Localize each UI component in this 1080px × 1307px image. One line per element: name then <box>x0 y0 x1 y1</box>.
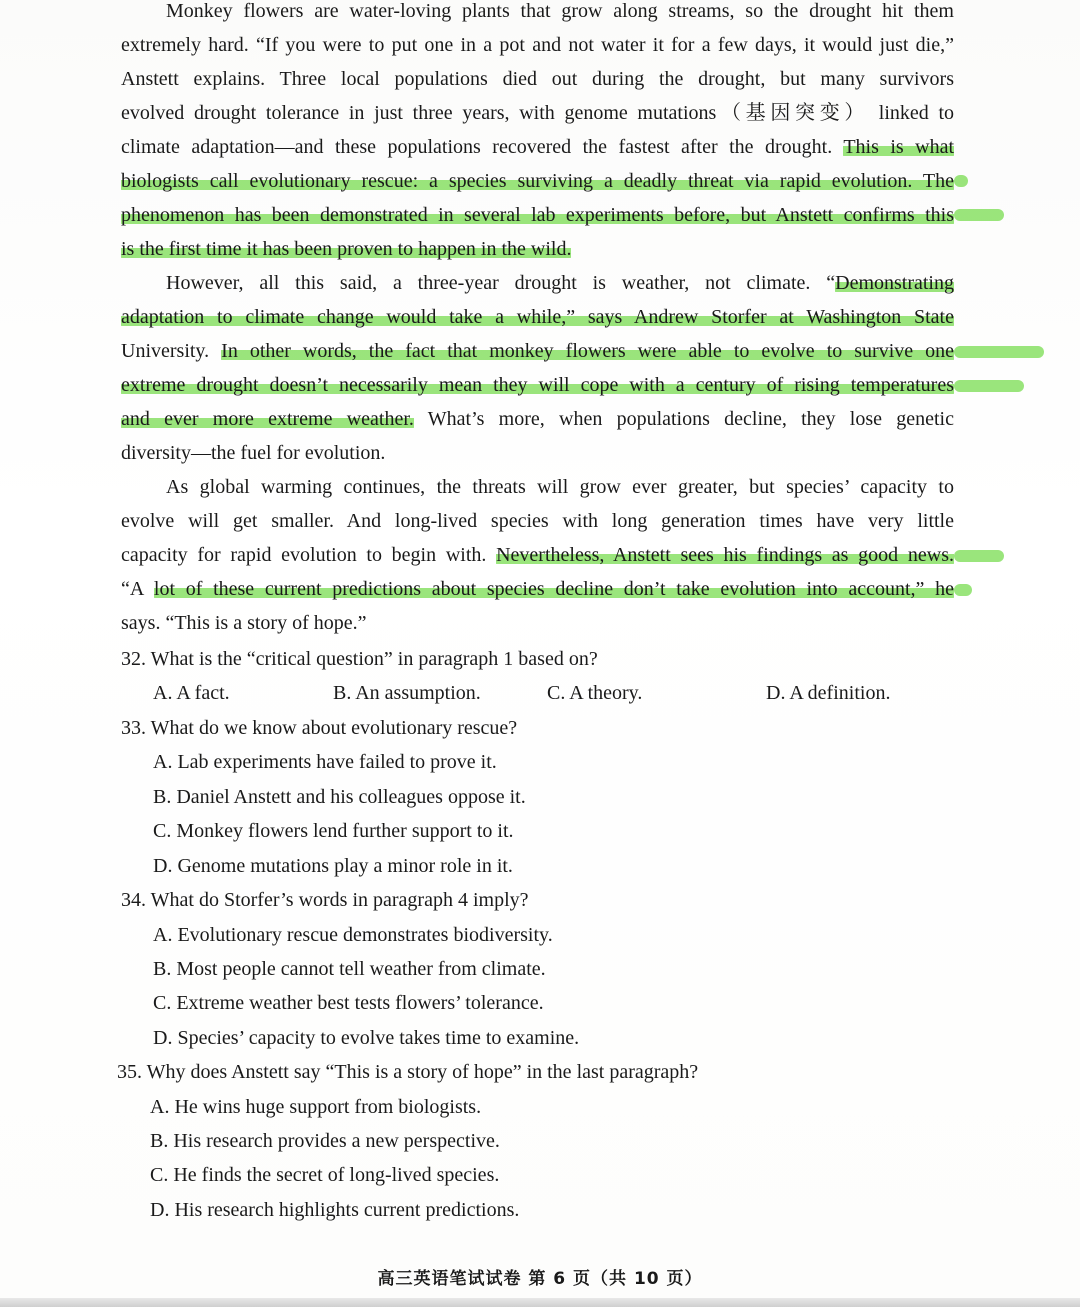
highlighted-text: Nevertheless, Anstett sees his findings as good news. <box>496 544 954 566</box>
passage-line: evolve will get smaller. And long-lived species with long generation times have very little <box>121 510 954 532</box>
passage-line: Monkey flowers are water-loving plants that grow along streams, so the drought hit them <box>166 0 954 22</box>
question-number: 34. <box>121 889 146 911</box>
highlighted-text: This is what <box>843 136 954 158</box>
question-34 <box>121 883 529 917</box>
passage-line <box>121 538 954 572</box>
highlighter-stroke <box>954 584 972 596</box>
passage-line <box>121 198 954 232</box>
option-b: B. An assumption. <box>333 682 481 704</box>
question-stem: Why does Anstett say “This is a story of hope” in the last paragraph? <box>146 1061 699 1083</box>
question-33 <box>121 711 517 745</box>
passage-line <box>121 402 954 436</box>
passage-line: Anstett explains. Three local populations died out during the drought, but many survivors <box>121 68 954 90</box>
passage-line: says. “This is a story of hope.” <box>121 612 367 634</box>
highlighted-text: and ever more extreme weather. <box>121 408 414 430</box>
page-edge <box>0 1298 1080 1307</box>
option-d: D. His research highlights current predictions. <box>150 1199 520 1221</box>
question-stem: What is the “critical question” in paragraph 1 based on? <box>150 648 598 670</box>
passage-text: “A <box>121 578 144 600</box>
question-32 <box>121 642 598 676</box>
passage-text: climate adaptation—and these populations recovered the fastest after the drought. <box>121 136 833 158</box>
option-d: D. A definition. <box>766 682 891 704</box>
question-35 <box>117 1055 698 1089</box>
option-b: B. Most people cannot tell weather from climate. <box>153 958 546 980</box>
option-a: A. Evolutionary rescue demonstrates biodiversity. <box>153 924 553 946</box>
passage-text: capacity for rapid evolution to begin with. <box>121 544 487 566</box>
passage-line: As global warming continues, the threats will grow ever greater, but species’ capacity to <box>166 476 954 498</box>
passage-line: extremely hard. “If you were to put one in a pot and not water it for a few days, it would just die,” <box>121 34 954 56</box>
option-a: A. A fact. <box>153 682 230 704</box>
highlighter-stroke <box>954 175 968 187</box>
passage-line <box>121 368 954 402</box>
passage-line <box>166 266 954 300</box>
passage-line: diversity—the fuel for evolution. <box>121 442 386 464</box>
passage-text: University. <box>121 340 210 362</box>
highlighted-text: adaptation to climate change would take a while,” says Andrew Storfer at Washington State <box>121 306 954 328</box>
highlighter-stroke <box>954 380 1024 392</box>
page-footer: 高三英语笔试试卷 第 6 页（共 10 页） <box>377 1269 703 1289</box>
question-number: 32. <box>121 648 146 670</box>
option-b: B. Daniel Anstett and his colleagues oppose it. <box>153 786 526 808</box>
option-b: B. His research provides a new perspective. <box>150 1130 500 1152</box>
passage-text: However, all this said, a three-year drought is weather, not climate. “ <box>166 272 836 294</box>
passage-line <box>121 164 954 198</box>
question-stem: What do Storfer’s words in paragraph 4 imply? <box>150 889 529 911</box>
option-c: C. He finds the secret of long-lived species. <box>150 1164 500 1186</box>
passage-line <box>121 130 954 164</box>
highlighted-text: Demonstrating <box>835 272 954 294</box>
question-number: 35. <box>117 1061 142 1083</box>
option-c: C. Monkey flowers lend further support to it. <box>153 820 514 842</box>
highlighted-text: biologists call evolutionary rescue: a species surviving a deadly threat via rapid evolution. The <box>121 170 954 192</box>
passage-line <box>121 300 954 334</box>
option-d: D. Genome mutations play a minor role in it. <box>153 855 513 877</box>
passage-line <box>121 334 954 368</box>
question-stem: What do we know about evolutionary rescue? <box>150 717 518 739</box>
highlighted-text: lot of these current predictions about species decline don’t take evolution into account,” he <box>153 578 954 600</box>
highlighted-text: extreme drought doesn’t necessarily mean they will cope with a century of rising temperatures <box>121 374 954 396</box>
option-a: A. He wins huge support from biologists. <box>150 1096 482 1118</box>
option-c: C. Extreme weather best tests flowers’ tolerance. <box>153 992 544 1014</box>
highlighter-stroke <box>954 209 1004 221</box>
option-d: D. Species’ capacity to evolve takes time to examine. <box>153 1027 580 1049</box>
passage-line: evolved drought tolerance in just three years, with genome mutations（基因突变） linked to <box>121 102 954 124</box>
highlighted-text: is the first time it has been proven to happen in the wild. <box>121 238 572 260</box>
highlighter-stroke <box>954 550 1004 562</box>
passage-line <box>121 232 954 266</box>
highlighted-text: In other words, the fact that monkey flowers were able to evolve to survive one <box>221 340 955 362</box>
passage-text: What’s more, when populations decline, they lose genetic <box>427 408 954 430</box>
passage-line <box>121 572 954 606</box>
question-number: 33. <box>121 717 146 739</box>
highlighter-stroke <box>954 346 1044 358</box>
option-a: A. Lab experiments have failed to prove it. <box>153 751 497 773</box>
option-c: C. A theory. <box>547 682 643 704</box>
highlighted-text: phenomenon has been demonstrated in several lab experiments before, but Anstett confirms this <box>121 204 954 226</box>
